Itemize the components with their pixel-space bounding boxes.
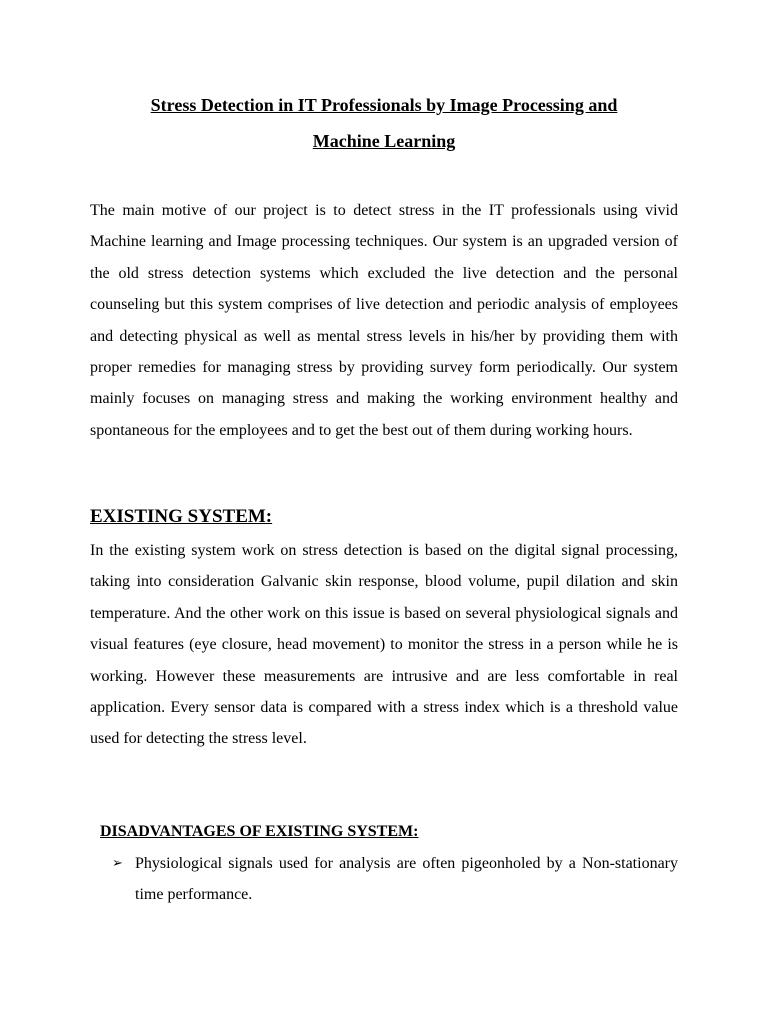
list-item xyxy=(112,848,678,911)
disadvantages-list xyxy=(112,848,678,911)
existing-system-heading: EXISTING SYSTEM: xyxy=(90,506,273,527)
document-title-line-2: Machine Learning xyxy=(312,131,456,151)
arrowhead-bullet-icon: ➢ xyxy=(112,856,123,871)
intro-paragraph: The main motive of our project is to detect stress in the IT professionals using vivid Machine learning and Image processing techniques. Our system is an upgraded version of the old stress detection systems which excluded the live detection and the personal counseling but this system comprises of live detection and periodic analysis of employees and detecting physical as well as mental stress levels in his/her by providing them with proper remedies for managing stress by providing survey form periodically. Our system mainly focuses on managing stress and making the working environment healthy and spontaneous for the employees and to get the best out of them during working hours. xyxy=(90,202,678,439)
list-item-text: Physiological signals used for analysis are often pigeonholed by a Non-stationary time performance. xyxy=(135,855,678,904)
disadvantages-heading: DISADVANTAGES OF EXISTING SYSTEM: xyxy=(100,823,419,840)
existing-system-paragraph: In the existing system work on stress detection is based on the digital signal processing, taking into consideration Galvanic skin response, blood volume, pupil dilation and skin temperature. And the other work on this issue is based on several physiological signals and visual features (eye closure, head movement) to monitor the stress in a person while he is working. However these measurements are intrusive and are less comfortable in real application. Every sensor data is compared with a stress index which is a threshold value used for detecting the stress level. xyxy=(90,542,678,748)
document-title-line-1: Stress Detection in IT Professionals by Image Processing and xyxy=(150,95,618,115)
